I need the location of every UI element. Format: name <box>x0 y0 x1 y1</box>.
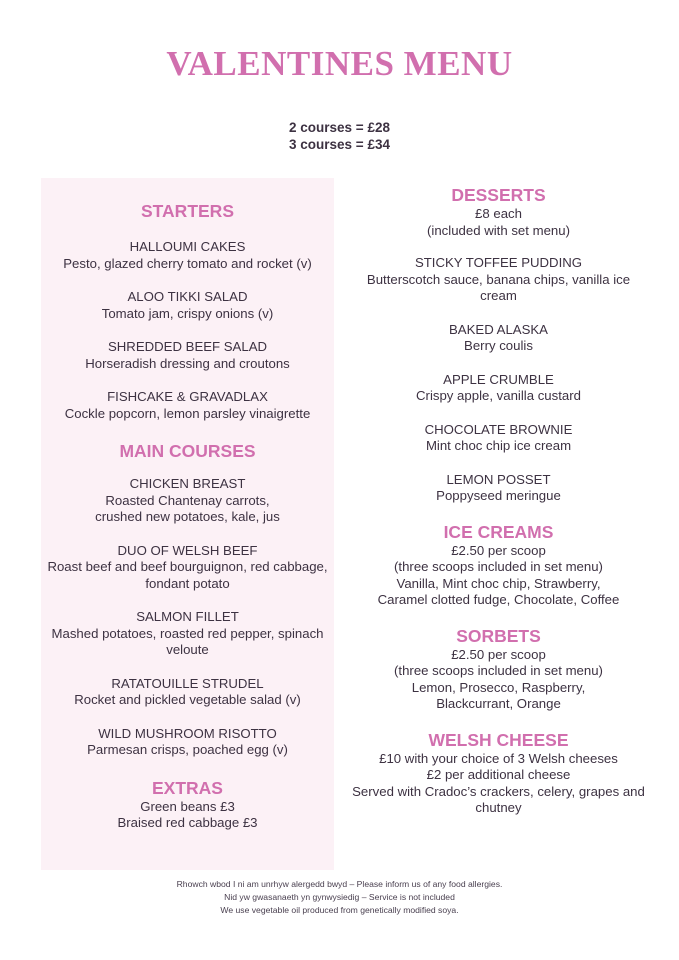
extras-heading: EXTRAS <box>152 777 223 798</box>
dessert-item <box>347 422 650 455</box>
allergy-note: Rhowch wbod I ni am unrhyw alergedd bwyd – Please inform us of any food allergies. <box>176 879 503 889</box>
extras-list <box>41 799 334 832</box>
dish-description: Roasted Chantenay carrots, <box>105 492 270 508</box>
dish-description: Butterscotch sauce, banana chips, vanilla ice <box>366 271 631 287</box>
ice-creams-price: £2.50 per scoop <box>451 542 546 558</box>
dish-description: Horseradish dressing and croutons <box>85 355 290 371</box>
dish-description-cont: cream <box>480 288 517 303</box>
dish-description: Berry coulis <box>464 338 533 353</box>
left-column <box>41 200 334 832</box>
dish-name: SHREDDED BEEF SALAD <box>107 339 268 354</box>
dish-description: Poppyseed meringue <box>436 488 561 503</box>
dish-description-cont: crushed new potatoes, kale, jus <box>95 509 280 524</box>
starter-item <box>41 289 334 322</box>
welsh-cheese-served-with: Served with Cradoc’s crackers, celery, grapes and <box>352 783 645 799</box>
starter-item <box>41 389 334 422</box>
dessert-item <box>347 322 650 355</box>
starters-heading: STARTERS <box>140 201 234 221</box>
dish-description: Rocket and pickled vegetable salad (v) <box>74 692 301 707</box>
dish-description: Tomato jam, crispy onions (v) <box>101 305 274 321</box>
pricing-three-courses: 3 courses = £34 <box>289 136 390 152</box>
dish-name: FISHCAKE & GRAVADLAX <box>107 389 268 404</box>
desserts-note: (included with set menu) <box>427 222 570 238</box>
sorbets-flavours: Lemon, Prosecco, Raspberry, <box>411 679 586 695</box>
ice-creams-flavours: Vanilla, Mint choc chip, Strawberry, <box>396 575 601 591</box>
dish-name: ALOO TIKKI SALAD <box>127 289 248 304</box>
dish-name: SALMON FILLET <box>136 609 239 624</box>
dessert-item <box>347 255 650 305</box>
sorbets-flavours-cont: Blackcurrant, Orange <box>436 696 561 711</box>
dish-name: STICKY TOFFEE PUDDING <box>414 255 583 270</box>
main-courses-heading: MAIN COURSES <box>119 441 256 461</box>
sorbets-price: £2.50 per scoop <box>451 646 546 662</box>
dish-name: BAKED ALASKA <box>449 321 548 337</box>
dish-description: Crispy apple, vanilla custard <box>416 388 581 403</box>
welsh-cheese-additional: £2 per additional cheese <box>426 767 571 782</box>
dish-name: HALLOUMI CAKES <box>129 239 246 254</box>
welsh-cheese-heading: WELSH CHEESE <box>428 729 569 750</box>
main-item <box>41 726 334 759</box>
dish-description: Roast beef and beef bourguignon, red cabbage, <box>47 559 328 574</box>
dessert-item <box>347 472 650 505</box>
dish-name: RATATOUILLE STRUDEL <box>111 675 264 691</box>
dish-description-cont: veloute <box>166 642 209 657</box>
main-item <box>41 609 334 659</box>
dish-name: APPLE CRUMBLE <box>443 371 554 387</box>
soya-note: We use vegetable oil produced from genetically modified soya. <box>220 905 459 915</box>
main-item <box>41 476 334 526</box>
menu-title: VALENTINES MENU <box>166 44 513 83</box>
sorbets-note: (three scoops included in set menu) <box>394 663 603 678</box>
main-item <box>41 676 334 709</box>
ice-creams-heading: ICE CREAMS <box>443 521 554 542</box>
dish-description: Mashed potatoes, roasted red pepper, spinach <box>51 625 324 641</box>
footer-notes <box>0 878 679 917</box>
right-column <box>347 184 650 817</box>
dessert-item <box>347 372 650 405</box>
extras-item: Braised red cabbage £3 <box>117 815 258 830</box>
pricing-two-courses: 2 courses = £28 <box>289 120 390 135</box>
dish-description: Mint choc chip ice cream <box>425 438 572 453</box>
service-note: Nid yw gwasanaeth yn gynwysiedig – Service is not included <box>224 892 455 902</box>
main-item <box>41 543 334 593</box>
starter-item <box>41 339 334 372</box>
desserts-heading: DESSERTS <box>451 185 546 205</box>
dish-name: LEMON POSSET <box>446 471 551 487</box>
welsh-cheese-served-with-cont: chutney <box>475 800 522 815</box>
dish-name: CHOCOLATE BROWNIE <box>424 421 573 437</box>
dish-description-cont: fondant potato <box>145 575 230 591</box>
starter-item <box>41 239 334 272</box>
dish-name: CHICKEN BREAST <box>129 476 246 491</box>
desserts-price: £8 each <box>475 206 522 221</box>
ice-creams-note: (three scoops included in set menu) <box>394 559 603 574</box>
extras-item: Green beans £3 <box>140 798 235 814</box>
dish-description: Pesto, glazed cherry tomato and rocket (v) <box>63 255 312 271</box>
welsh-cheese-price: £10 with your choice of 3 Welsh cheeses <box>379 750 618 766</box>
ice-creams-flavours-cont: Caramel clotted fudge, Chocolate, Coffee <box>377 592 620 607</box>
dish-description: Parmesan crisps, poached egg (v) <box>87 742 288 757</box>
dish-name: WILD MUSHROOM RISOTTO <box>98 725 277 741</box>
pricing-block <box>0 120 679 153</box>
sorbets-heading: SORBETS <box>456 625 541 646</box>
dish-description: Cockle popcorn, lemon parsley vinaigrette <box>64 405 311 421</box>
dish-name: DUO OF WELSH BEEF <box>117 542 258 558</box>
